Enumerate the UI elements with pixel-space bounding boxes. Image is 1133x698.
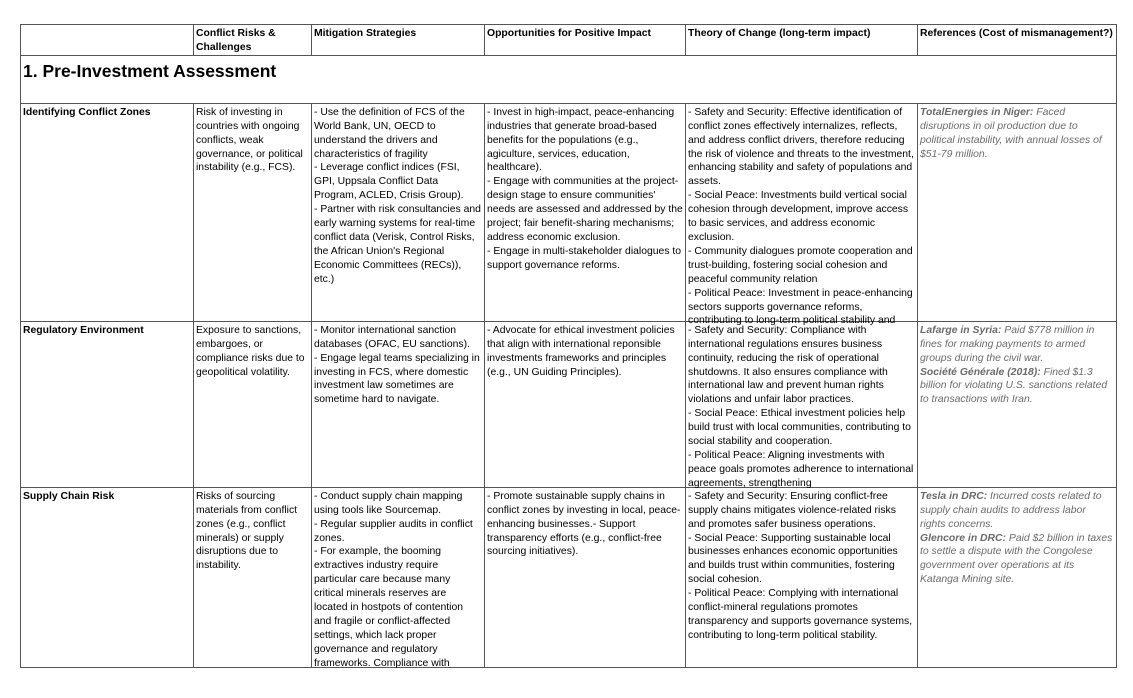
- theory-line: - Social Peace: Supporting sustainable local businesses enhances economic opportunities and builds trust within communities, fostering social cohesion.: [688, 532, 898, 586]
- mitigation-cell[interactable]: [312, 321, 485, 487]
- theory-line: - Political Peace: Investment in peace-enhancing sectors supports governance reforms, contributing to long-term political stability and: [688, 287, 913, 327]
- mitigation-line: - Monitor international sanction databases (OFAC, EU sanctions).: [314, 324, 470, 350]
- opportunities-cell[interactable]: [485, 487, 686, 667]
- spreadsheet-table: [20, 24, 1116, 672]
- topic-text: Regulatory Environment: [23, 324, 144, 336]
- opportunity-line: - Invest in high-impact, peace-enhancing industries that generate broad-based benefits for the populations (e.g., agiculture, services, education, healthcare).: [487, 106, 675, 174]
- topic-text: Supply Chain Risk: [23, 490, 115, 502]
- opportunity-line: - Engage with communities at the project-design stage to ensure communities' needs are assessed and addressed by the project; fair benefit-sharing mechanisms; address economic exclusion.: [487, 176, 683, 243]
- table-row: [21, 321, 1117, 487]
- references-cell[interactable]: [918, 103, 1117, 321]
- theory-line: - Social Peace: Investments build vertical social cohesion through development, improve access to basic services, and address economic exclusion.: [688, 190, 909, 243]
- reference-name: Société Générale (2018):: [920, 366, 1041, 378]
- header-row: [21, 25, 1117, 56]
- reference-text: Paid $778 million in fines for making payments to armed groups during the civil war.: [920, 324, 1095, 364]
- header-cell-references[interactable]: References (Cost of mismanagement?): [918, 25, 1117, 56]
- theory-cell[interactable]: [686, 487, 918, 667]
- table-row: [21, 103, 1117, 321]
- risks-text: Exposure to sanctions, embargoes, or compliance risks due to geopolitical volatility.: [196, 324, 305, 378]
- theory-cell[interactable]: [686, 321, 918, 487]
- opportunity-line: - Engage in multi-stakeholder dialogues to support governance reforms.: [487, 245, 682, 271]
- topic-cell[interactable]: [21, 103, 194, 321]
- header-cell-risks[interactable]: Conflict Risks & Challenges: [194, 25, 312, 56]
- mitigation-line: - Regular supplier audits in conflict zones.: [314, 518, 473, 544]
- risks-text: Risk of investing in countries with ongoing conflicts, weak governance, or political instability (e.g., FCS).: [196, 106, 303, 174]
- topic-text: Identifying Conflict Zones: [23, 106, 151, 118]
- reference-text: Incurred costs related to supply chain audits to address labor rights concerns.: [920, 490, 1102, 530]
- risks-cell[interactable]: [194, 487, 312, 667]
- mitigation-line: - For example, the booming extractives industry require particular care because many critical minerals reserves are located in hostpots of contention and fragile or conflict-affected settings, which lack proper governance and regulatory frameworks. Compliance with: [314, 546, 464, 669]
- theory-line: - Safety and Security: Compliance with international regulations ensures business continuity, reducing the risk of operational shutdowns. It also ensures compliance with international law and prevent human rights violations and unfair labor practices.: [688, 324, 888, 406]
- risks-cell[interactable]: [194, 321, 312, 487]
- theory-cell[interactable]: [686, 103, 918, 327]
- theory-line: - Community dialogues promote cooperation and trust-building, fostering social cohesion and peaceful community relation: [688, 245, 913, 285]
- mitigation-line: - Partner with risk consultancies and early warning systems for real-time conflict data (Verisk, Control Risks, the African Union's Regional Economic Committees (RECs)), etc.): [314, 204, 481, 285]
- reference-entry: [920, 106, 1114, 162]
- topic-cell[interactable]: [21, 321, 194, 487]
- theory-line: - Political Peace: Complying with international conflict-mineral regulations promotes transparency and supports governance systems, contributing to long-term political stability.: [688, 588, 913, 641]
- reference-name: Tesla in DRC:: [920, 490, 988, 502]
- theory-line: - Safety and Security: Effective identification of conflict zones effectively internalizes, reflects, and address conflict drivers, therefore reducing the risk of violence and threats to the investment, enhancing stability and safety of populations and assets.: [688, 106, 914, 188]
- reference-name: TotalEnergies in Niger:: [920, 106, 1034, 118]
- reference-entry: [920, 324, 1114, 366]
- reference-entry: [920, 366, 1114, 408]
- references-cell[interactable]: [918, 321, 1117, 487]
- theory-line: - Safety and Security: Ensuring conflict-free supply chains mitigates violence-related risks and promotes safer business operations.: [688, 490, 896, 530]
- reference-name: Glencore in DRC:: [920, 532, 1007, 544]
- reference-name: Lafarge in Syria:: [920, 324, 1002, 336]
- risks-cell[interactable]: [194, 103, 312, 321]
- table-row: [21, 487, 1117, 667]
- mitigation-line: - Conduct supply chain mapping using tools like Sourcemap.: [314, 490, 463, 516]
- opportunities-cell[interactable]: [485, 321, 686, 487]
- reference-text: Faced disruptions in oil production due to political instability, with annual losses of $51-79 million.: [920, 106, 1102, 160]
- mitigation-cell[interactable]: [312, 487, 485, 667]
- reference-text: Paid $2 billion in taxes to settle a dispute with the Congolese government over operations at its Katanga Mining site.: [920, 532, 1113, 586]
- opportunity-line: - Promote sustainable supply chains in conflict zones by investing in local, peace-enhancing businesses.- Support transparency efforts (e.g., conflict-free sourcing initiatives).: [487, 490, 681, 558]
- header-cell-empty[interactable]: [21, 25, 194, 56]
- section-row: [21, 55, 1117, 103]
- theory-line: - Social Peace: Ethical investment policies help build trust with local communities, contributing to social stability and cooperation.: [688, 408, 911, 448]
- topic-cell[interactable]: [21, 487, 194, 667]
- risks-text: Risks of sourcing materials from conflict zones (e.g., conflict minerals) or supply disruptions due to instability.: [196, 490, 298, 572]
- opportunities-cell[interactable]: [485, 103, 686, 321]
- section-cell[interactable]: [21, 55, 1117, 103]
- section-title: 1. Pre-Investment Assessment: [23, 60, 277, 81]
- mitigation-line: - Engage legal teams specializing in investing in FCS, where domestic investment law sometimes are sometime hard to navigate.: [314, 352, 480, 406]
- header-cell-opportunities[interactable]: Opportunities for Positive Impact: [485, 25, 686, 56]
- header-cell-mitigation[interactable]: Mitigation Strategies: [312, 25, 485, 56]
- mitigation-line: - Use the definition of FCS of the World Bank, UN, OECD to understand the drivers and characteristics of fragility: [314, 106, 465, 160]
- opportunity-line: - Advocate for ethical investment policies that align with international reponsible investments frameworks and principles (e.g., UN Guiding Principles).: [487, 324, 675, 378]
- risk-matrix-table: [20, 24, 1117, 668]
- header-cell-theory[interactable]: Theory of Change (long-term impact): [686, 25, 918, 56]
- mitigation-line: - Leverage conflict indices (FSI, GPI, Uppsala Conflict Data Program, ACLED, Crisis Group).: [314, 162, 464, 202]
- reference-entry: [920, 532, 1114, 588]
- reference-text: Fined $1.3 billion for violating U.S. sanctions related to transactions with Iran.: [920, 366, 1108, 406]
- references-cell[interactable]: [918, 487, 1117, 667]
- mitigation-cell[interactable]: [312, 103, 485, 321]
- theory-line: - Political Peace: Aligning investments with peace goals promotes adherence to international agreements, strengthening: [688, 449, 914, 489]
- reference-entry: [920, 490, 1114, 532]
